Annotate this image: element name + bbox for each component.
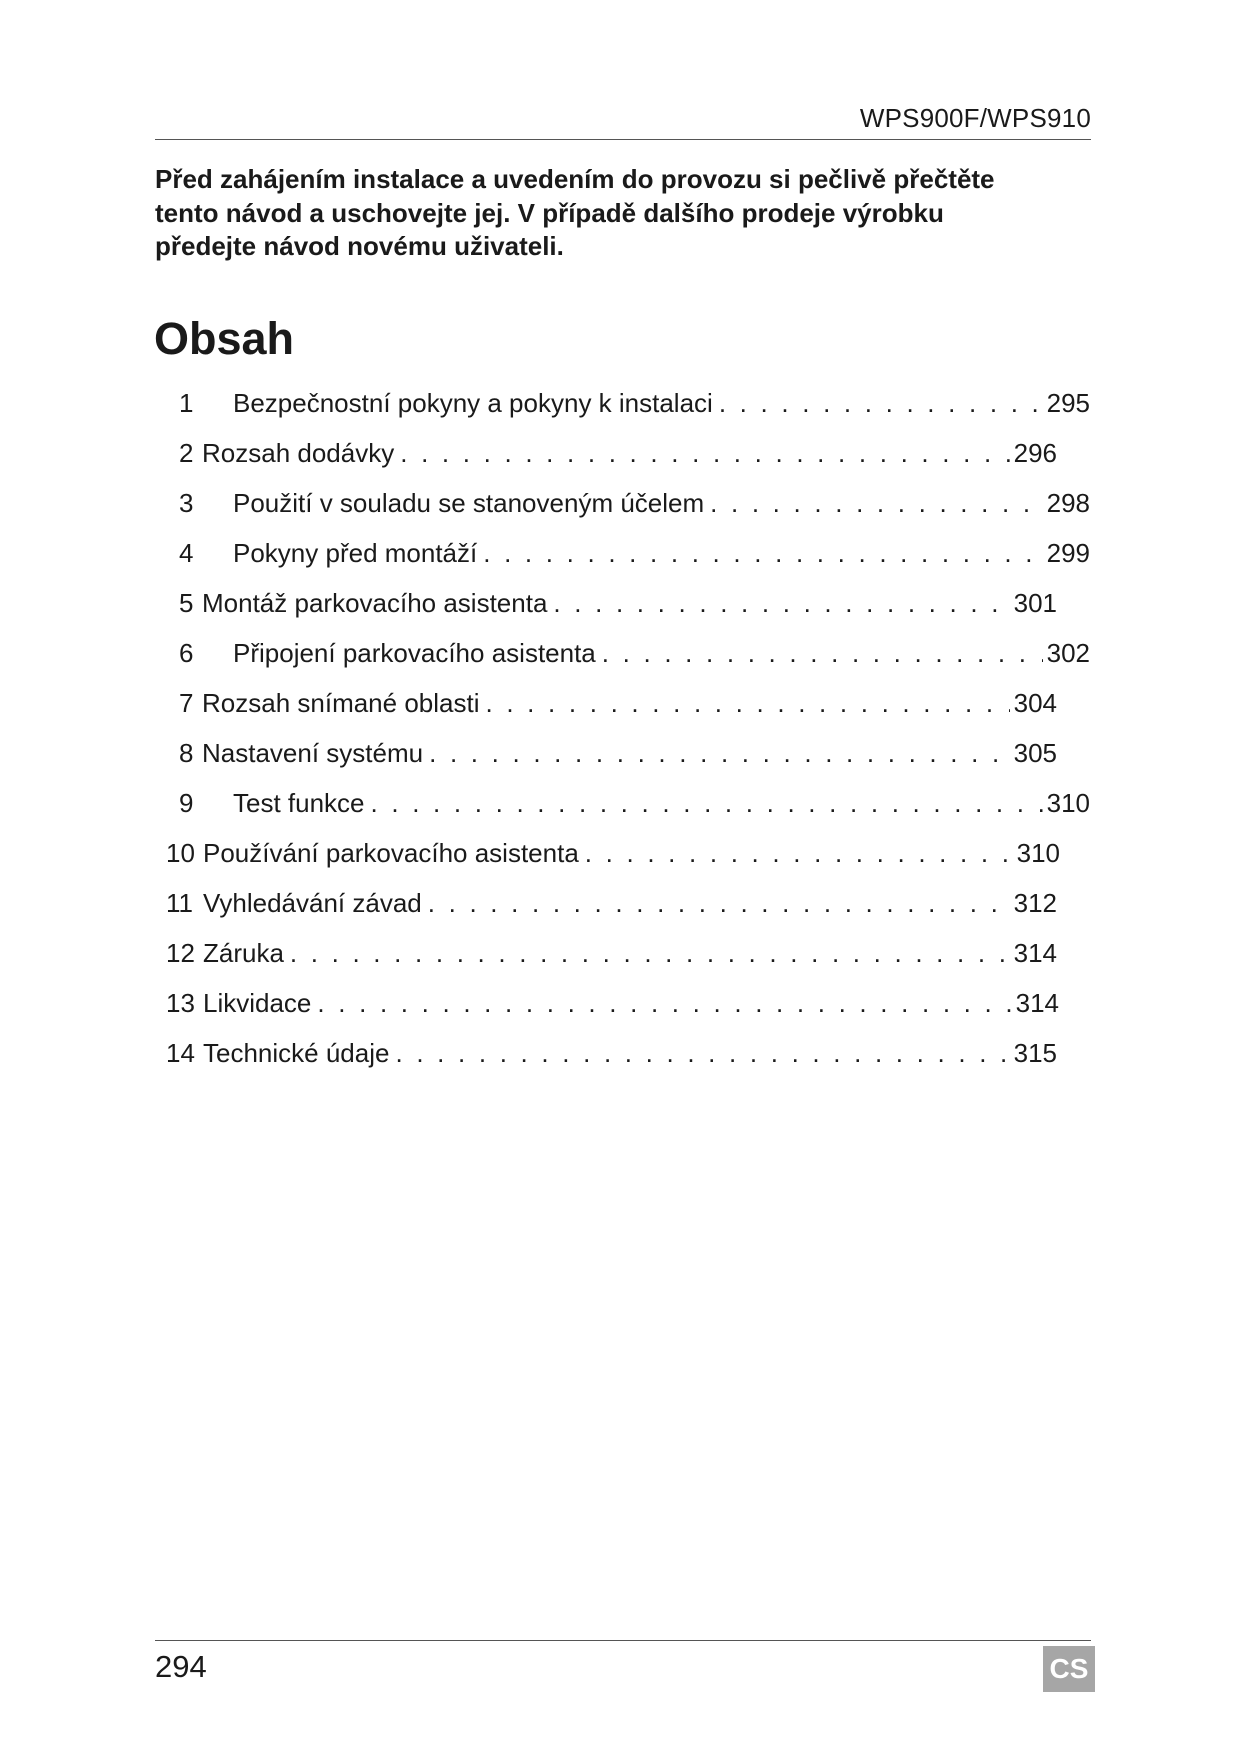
toc-item[interactable] bbox=[179, 586, 1057, 620]
toc-item-page: 314 bbox=[1013, 938, 1057, 968]
toc-dot-leader bbox=[400, 436, 1009, 470]
toc-item-page: 302 bbox=[1046, 638, 1090, 668]
intro-line: tento návod a uschovejte jej. V případě dalšího prodeje výrobku bbox=[155, 197, 944, 228]
toc-item-label: Rozsah snímané oblasti bbox=[202, 688, 480, 718]
toc-item-label: Záruka bbox=[203, 938, 284, 968]
toc-item-page: 315 bbox=[1013, 1038, 1057, 1068]
toc-item-page: 305 bbox=[1013, 738, 1057, 768]
toc-item[interactable] bbox=[179, 736, 1057, 770]
toc-item-label: Pokyny před montáží bbox=[233, 538, 478, 568]
toc-item-number: 14 bbox=[166, 1038, 195, 1068]
toc-dot-leader bbox=[429, 736, 1010, 770]
toc-item[interactable] bbox=[179, 486, 1090, 520]
toc-item-label: Použití v souladu se stanoveným účelem bbox=[233, 488, 705, 518]
toc-item-number: 5 bbox=[179, 588, 194, 618]
toc-item-page: 296 bbox=[1013, 438, 1057, 468]
toc-item-page: 301 bbox=[1013, 588, 1057, 618]
toc-dot-leader bbox=[395, 1036, 1009, 1070]
toc-item-number: 12 bbox=[166, 938, 195, 968]
intro-line: Před zahájením instalace a uvedením do provozu si pečlivě přečtěte bbox=[155, 164, 995, 194]
toc-item-label: Bezpečnostní pokyny a pokyny k instalaci bbox=[233, 388, 713, 418]
toc-item-number: 6 bbox=[179, 638, 194, 668]
toc-dot-leader bbox=[317, 986, 1011, 1020]
toc-item-number: 10 bbox=[166, 838, 195, 868]
toc-item[interactable] bbox=[166, 1036, 1057, 1070]
toc-item-number: 2 bbox=[179, 438, 194, 468]
toc-item-label: Likvidace bbox=[203, 988, 312, 1018]
toc-item-label: Montáž parkovacího asistenta bbox=[202, 588, 548, 618]
toc-item-page: 298 bbox=[1046, 488, 1090, 518]
toc-item[interactable] bbox=[166, 836, 1060, 870]
toc-item-number: 9 bbox=[179, 788, 194, 818]
toc-dot-leader bbox=[428, 886, 1010, 920]
toc-item-page: 314 bbox=[1015, 988, 1059, 1018]
toc-dot-leader bbox=[585, 836, 1013, 870]
toc-item-page: 304 bbox=[1013, 688, 1057, 718]
toc-item-number: 7 bbox=[179, 688, 194, 718]
header-model-name: WPS900F/WPS910 bbox=[859, 103, 1091, 133]
footer-rule bbox=[155, 1640, 1091, 1641]
toc-dot-leader bbox=[290, 936, 1010, 970]
toc-item[interactable] bbox=[179, 536, 1090, 570]
toc-item-label: Vyhledávání závad bbox=[203, 888, 422, 918]
intro-line: předejte návod novému uživateli. bbox=[155, 231, 564, 261]
toc-item-label: Rozsah dodávky bbox=[202, 438, 395, 468]
toc-item-page: 312 bbox=[1013, 888, 1057, 918]
toc-item[interactable] bbox=[179, 786, 1090, 820]
toc-dot-leader bbox=[719, 386, 1043, 420]
toc-item[interactable] bbox=[179, 386, 1090, 420]
toc-item-number: 11 bbox=[166, 888, 193, 918]
toc-item-number: 13 bbox=[166, 988, 195, 1018]
toc-item-label: Nastavení systému bbox=[202, 738, 424, 768]
toc-dot-leader bbox=[710, 486, 1042, 520]
toc-item-page: 310 bbox=[1016, 838, 1060, 868]
page-number: 294 bbox=[155, 1649, 207, 1684]
toc-dot-leader bbox=[553, 586, 1009, 620]
toc-item-number: 3 bbox=[179, 488, 194, 518]
header-rule bbox=[155, 139, 1091, 140]
toc-item-label: Připojení parkovacího asistenta bbox=[233, 638, 596, 668]
toc-item[interactable] bbox=[179, 436, 1057, 470]
toc-item-page: 299 bbox=[1046, 538, 1090, 568]
toc-item-label: Používání parkovacího asistenta bbox=[203, 838, 579, 868]
toc-item[interactable] bbox=[166, 986, 1059, 1020]
toc-item-page: 310 bbox=[1046, 788, 1090, 818]
toc-title: Obsah bbox=[154, 313, 295, 364]
toc-dot-leader bbox=[485, 686, 1009, 720]
toc-item[interactable] bbox=[179, 686, 1057, 720]
toc-dot-leader bbox=[371, 786, 1043, 820]
toc-item-number: 4 bbox=[179, 538, 194, 568]
toc-item[interactable] bbox=[166, 886, 1057, 920]
toc-item-page: 295 bbox=[1046, 388, 1090, 418]
toc-item-label: Test funkce bbox=[233, 788, 365, 818]
language-badge: CS bbox=[1043, 1646, 1095, 1692]
toc-dot-leader bbox=[483, 536, 1042, 570]
toc-item[interactable] bbox=[166, 936, 1057, 970]
toc-item[interactable] bbox=[179, 636, 1090, 670]
toc-item-label: Technické údaje bbox=[203, 1038, 390, 1068]
toc-item-number: 8 bbox=[179, 738, 194, 768]
toc-dot-leader bbox=[602, 636, 1043, 670]
toc-item-number: 1 bbox=[179, 388, 194, 418]
intro-notice bbox=[155, 163, 1095, 264]
